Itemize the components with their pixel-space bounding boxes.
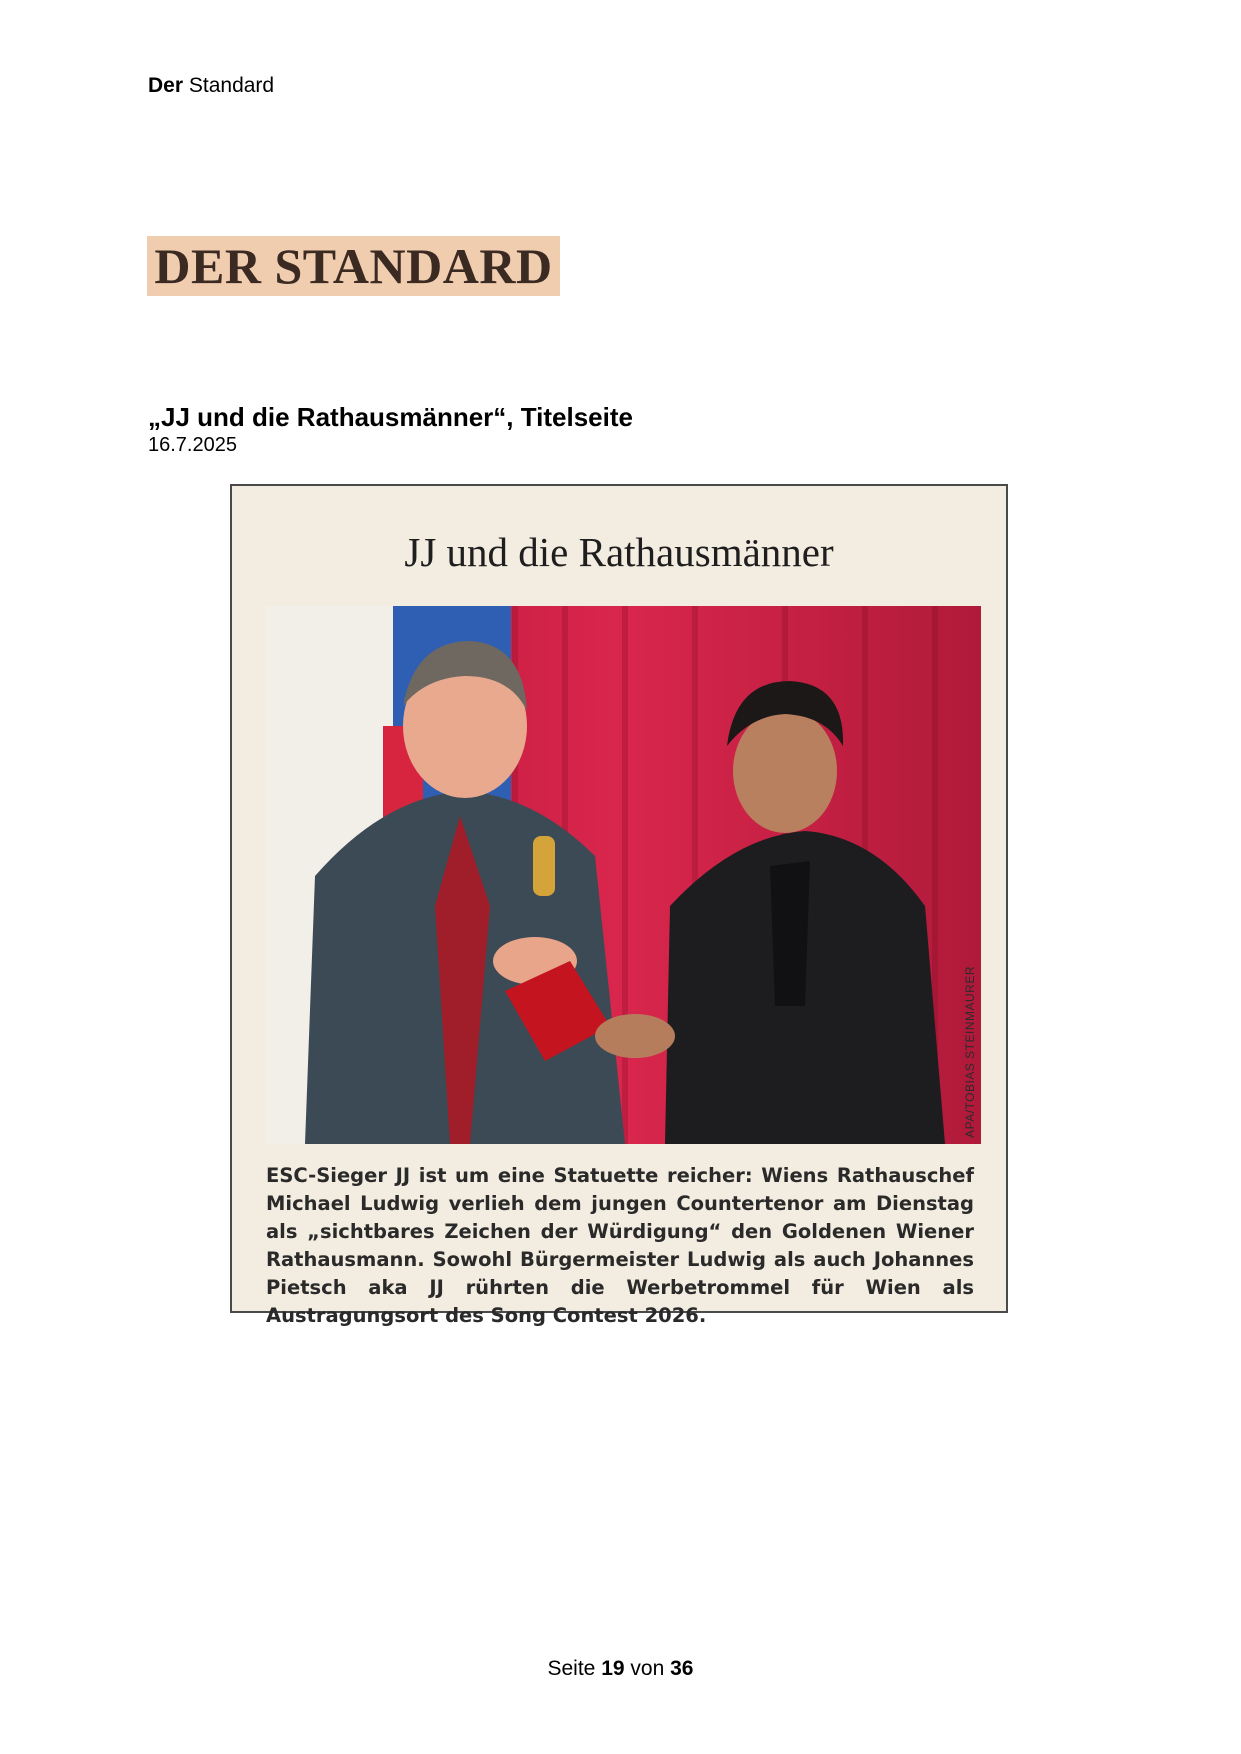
press-photo (265, 606, 981, 1144)
clipping-headline: JJ und die Rathausmänner (404, 529, 834, 575)
current-page: 19 (601, 1657, 625, 1680)
article-title: „JJ und die Rathausmänner“, Titelseite (148, 402, 633, 432)
photo-illustration (265, 606, 981, 1144)
page-middle: von (630, 1657, 665, 1680)
source-rest: Standard (188, 74, 275, 97)
document-source (148, 74, 274, 98)
source-bold: Der (148, 74, 184, 97)
article-date: 16.7.2025 (148, 434, 237, 456)
photo-credit: APA/TOBIAS STEINMAURER (963, 966, 977, 1138)
der-standard-logo (147, 236, 560, 296)
page-number (0, 1657, 1241, 1681)
newspaper-clipping (230, 484, 1008, 1327)
total-pages: 36 (670, 1657, 694, 1680)
logo-text: DER STANDARD (154, 238, 553, 294)
photo-caption: ESC-Sieger JJ ist um eine Statuette reicher: Wiens Rathauschef Michael Ludwig verlieh dem jungen Countertenor am Dienstag als „sichtbares Zeichen der Würdigung“ den Goldenen Wiener Rathausmann. Sowohl Bürgermeister Ludwig als auch Johannes Pietsch aka JJ rührten die Werbetrommel für Wien als Austragungsort des Song Contest 2026. (266, 1164, 974, 1327)
page-prefix: Seite (547, 1657, 596, 1680)
